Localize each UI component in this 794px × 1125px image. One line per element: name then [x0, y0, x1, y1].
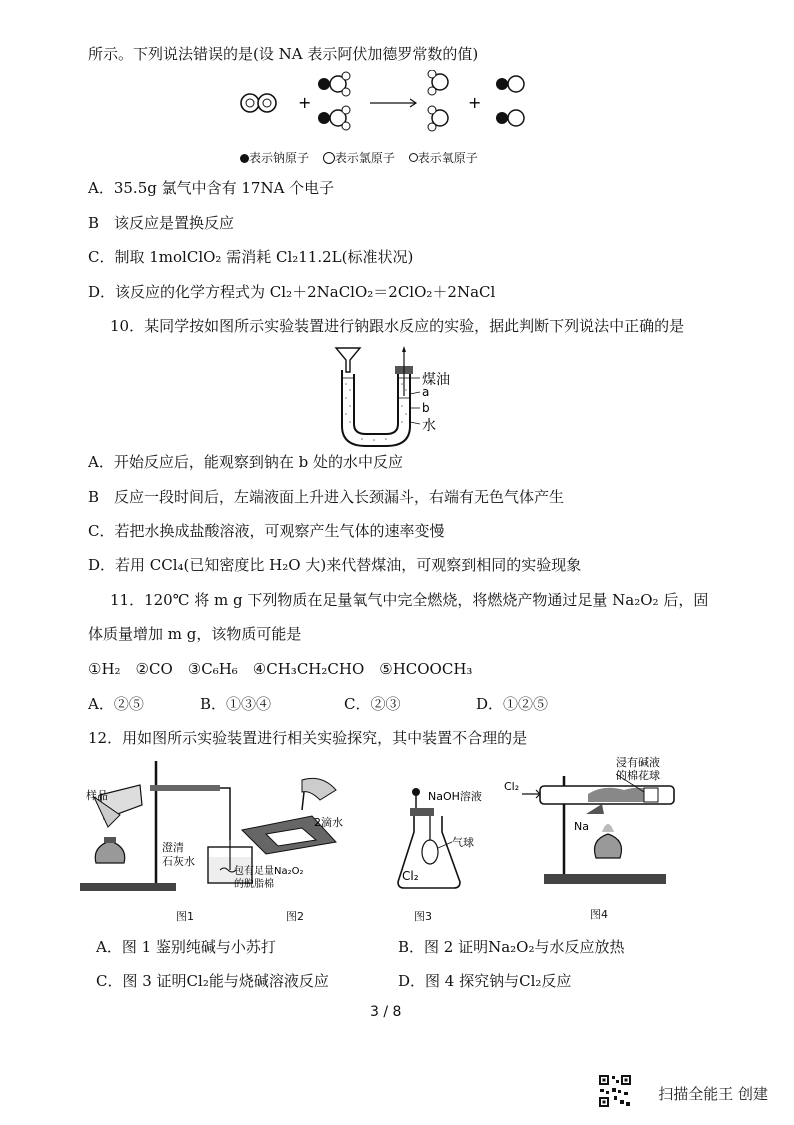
q11-substances: ①H₂ ②CO ③C₆H₆ ④CH₃CH₂CHO ⑤HCOOCH₃: [88, 660, 473, 678]
fig4-cotton-line2: 的棉花球: [616, 769, 660, 782]
sodium-atom-icon: [240, 154, 249, 163]
fig1-sample: 样品: [86, 789, 108, 802]
q9-option-a: A．35.5g 氯气中含有 17NA 个电子: [88, 179, 335, 197]
q10-option-d: D．若用 CCl₄(已知密度比 H₂O 大)来代替煤油，可观察到相同的实验现象: [88, 556, 582, 574]
svg-text:+: +: [298, 93, 312, 112]
label-water: 水: [422, 418, 436, 434]
fig4-na: Na: [574, 820, 589, 833]
chlorine-molecule: [241, 94, 276, 112]
figure-4: [504, 754, 690, 894]
q12-option-d: D．图 4 探究钠与Cl₂反应: [398, 972, 572, 990]
page-number: 3 / 8: [370, 1004, 402, 1020]
legend-chlorine: 表示氯原子: [334, 151, 395, 165]
chlorine-atom-icon: [323, 152, 335, 164]
oxygen-atom-icon: [409, 153, 418, 162]
q9-legend: [240, 148, 478, 168]
sodium-chlorite-molecules: [318, 72, 350, 130]
fig3-balloon: 气球: [452, 836, 474, 849]
q9-option-b: B 该反应是置换反应: [88, 214, 235, 232]
q12-option-b: B．图 2 证明Na₂O₂与水反应放热: [398, 938, 625, 956]
q11-choice-a: A．②⑤: [88, 695, 144, 713]
fig2-caption: 图2: [286, 910, 304, 923]
chlorine-dioxide-molecules: [428, 70, 448, 131]
fig3-caption: 图3: [414, 910, 432, 923]
fig1-limewater-line2: 石灰水: [162, 855, 195, 868]
fig3-naoh: NaOH溶液: [428, 790, 482, 803]
svg-text:+: +: [468, 93, 482, 112]
q11-choice-d: D．①②⑤: [476, 695, 549, 713]
q12-option-c: C．图 3 证明Cl₂能与烧碱溶液反应: [96, 972, 329, 990]
q9-intro: 所示。下列说法错误的是(设 NA 表示阿伏加德罗常数的值): [88, 45, 479, 63]
q10-stem: 10．某同学按如图所示实验装置进行钠跟水反应的实验，据此判断下列说法中正确的是: [110, 317, 685, 335]
qr-code-icon: [598, 1074, 632, 1108]
fig2-cotton-line1: 包有足量Na₂O₂: [234, 866, 304, 877]
fig4-cotton-line1: 浸有碱液: [616, 756, 660, 769]
legend-oxygen: 表示氧原子: [417, 151, 478, 165]
figure-2: [232, 770, 352, 890]
q10-option-c: C．若把水换成盐酸溶液，可观察产生气体的速率变慢: [88, 522, 445, 540]
label-kerosene: 煤油: [422, 372, 450, 388]
q11-stem-line1: 11．120℃ 将 m g 下列物质在足量氧气中完全燃烧，将燃烧产物通过足量 Na₂O₂ 后，固: [110, 591, 709, 609]
q11-stem-line2: 体质量增加 m g，该物质可能是: [88, 625, 302, 643]
u-tube-diagram: [322, 344, 452, 450]
q10-option-b: B 反应一段时间后，左端液面上升进入长颈漏斗，右端有无色气体产生: [88, 488, 565, 506]
reaction-diagram: [236, 70, 536, 136]
scanner-watermark: 扫描全能王 创建: [658, 1085, 768, 1103]
q9-option-c: C．制取 1molClO₂ 需消耗 Cl₂11.2L(标准状况): [88, 248, 414, 266]
q10-option-a: A．开始反应后，能观察到钠在 b 处的水中反应: [88, 453, 403, 471]
fig1-caption: 图1: [176, 910, 194, 923]
q11-choice-c: C．②③: [344, 695, 401, 713]
fig1-limewater-line1: 澄清: [162, 841, 184, 854]
sodium-chloride-molecules: [496, 76, 524, 126]
q9-option-d: D．该反应的化学方程式为 Cl₂＋2NaClO₂＝2ClO₂＋2NaCl: [88, 283, 496, 301]
fig2-water: 2滴水: [314, 816, 343, 829]
q12-stem: 12．用如图所示实验装置进行相关实验探究，其中装置不合理的是: [88, 729, 528, 747]
fig4-caption: 图4: [590, 908, 608, 921]
legend-sodium: 表示钠原子: [249, 151, 310, 165]
fig3-cl2: Cl₂: [402, 869, 419, 883]
fig2-cotton-line2: 的脱脂棉: [234, 879, 274, 890]
q12-option-a: A．图 1 鉴别纯碱与小苏打: [96, 938, 276, 956]
label-a: a: [422, 385, 430, 399]
label-b: b: [422, 401, 430, 415]
q11-choice-b: B．①③④: [200, 695, 272, 713]
fig4-cl2: Cl₂: [504, 780, 520, 793]
figure-3: [394, 782, 504, 894]
